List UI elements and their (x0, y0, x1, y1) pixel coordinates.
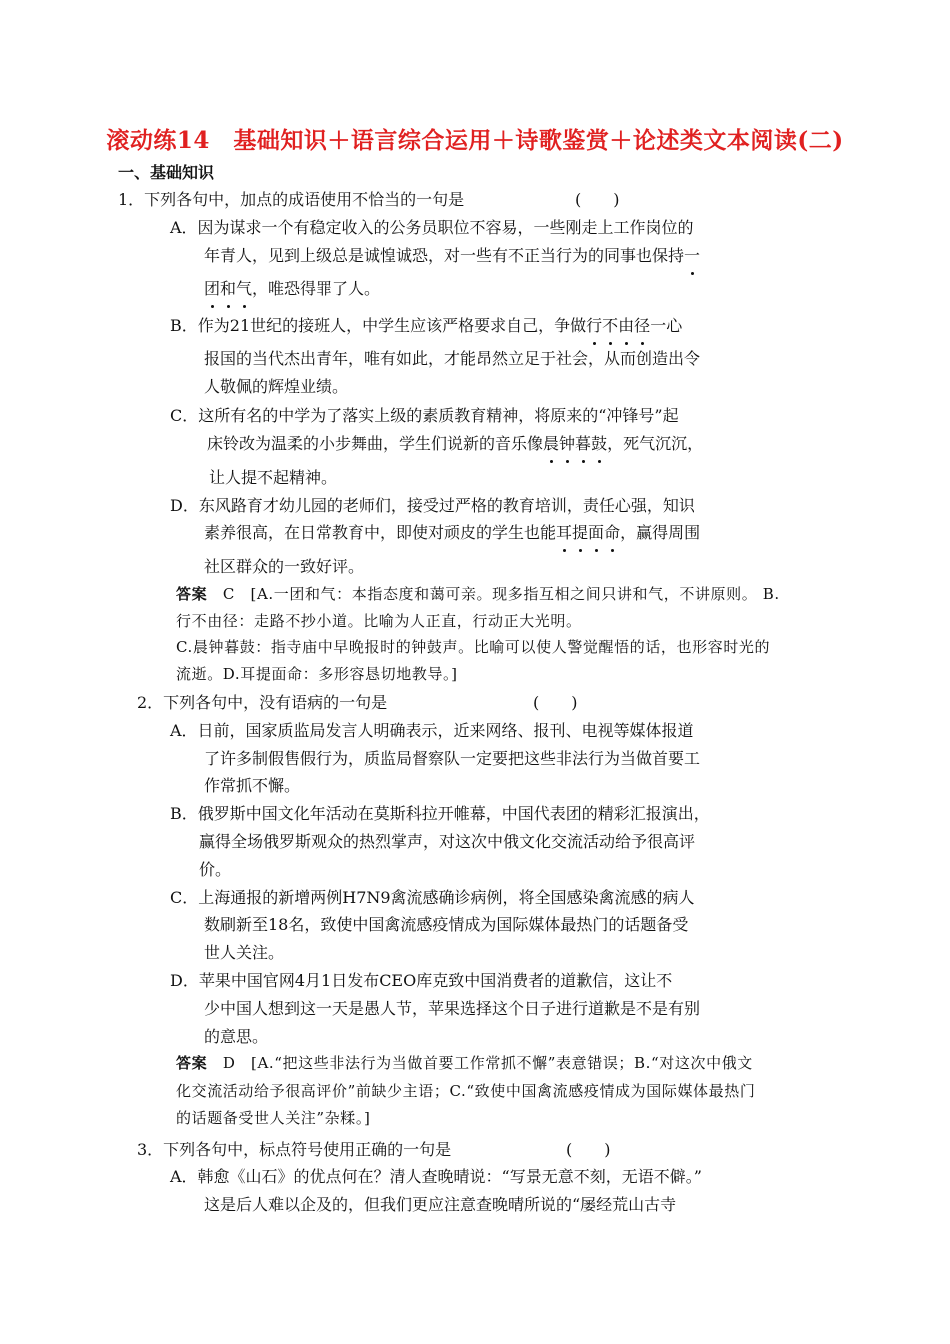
q1-option-b-line3: 人敬佩的辉煌业绩。 (204, 377, 349, 396)
q2-option-c-line2: 数刷新至18名，致使中国禽流感疫情成为国际媒体最热门的话题备受 (204, 915, 689, 934)
q2-answer-line2: 化交流活动给予很高评价”前缺少主语；C.“致使中国禽流感疫情成为国际媒体最热门 (176, 1082, 756, 1100)
q1-dotted-idiom-d: 耳提面命 (556, 523, 620, 542)
q1-answer-line1 (176, 583, 780, 604)
q1-option-c-line1: C．这所有名的中学为了落实上级的素质教育精神，将原来的“冲锋号”起 (170, 406, 679, 425)
q1-dotted-idiom-c: 晨钟暮鼓 (543, 434, 607, 453)
q1-option-b-tail: 一心 (650, 316, 683, 335)
q1-option-c-line3: 让人提不起精神。 (209, 468, 338, 487)
q1-option-a-line1: A．因为谋求一个有稳定收入的公务员职位不容易，一些刚走上工作岗位的 (170, 218, 694, 237)
q1-option-d-line3: 社区群众的一致好评。 (204, 557, 365, 576)
q1-option-d-line1: D．东风路育才幼儿园的老师们，接受过严格的教育培训，责任心强，知识 (170, 496, 695, 515)
q1-option-c-line2 (207, 431, 703, 454)
section-heading: 一、基础知识 (118, 163, 215, 182)
q3-stem: 3．下列各句中，标点符号使用正确的一句是 (137, 1140, 452, 1159)
q1-dotted-idiom-part1: 一 (684, 243, 700, 266)
q2-answer-line1 (176, 1052, 753, 1073)
q3-option-a-line2: 这是后人难以企及的，但我们更应注意查晚晴所说的“屡经荒山古寺 (204, 1195, 677, 1214)
q3-option-a-line1: A．韩愈《山石》的优点何在？清人查晚晴说：“写景无意不刻，无语不僻。” (170, 1167, 702, 1186)
page-title: 滚动练14 基础知识＋语言综合运用＋诗歌鉴赏＋论述类文本阅读(二) (106, 127, 844, 154)
q1-answer-text: C [A.一团和气：本指态度和蔼可亲。现多指互相之间只讲和气，不讲原则。 B. (222, 585, 780, 603)
q1-option-a-line2 (204, 243, 700, 266)
q1-option-d-text: 素养很高，在日常教育中，即使对顽皮的学生也能 (204, 523, 557, 542)
q2-option-c-line1: C．上海通报的新增两例H7N9禽流感确诊病例，将全国感染禽流感的病人 (170, 888, 695, 907)
q2-option-c-line3: 世人关注。 (204, 943, 285, 962)
q2-answer-text: D [A.“把这些非法行为当做首要工作常抓不懈”表意错误；B.“对这次中俄文 (222, 1054, 753, 1072)
q2-option-b-line2: 赢得全场俄罗斯观众的热烈掌声，对这次中俄文化交流活动给予很高评 (199, 832, 696, 851)
q2-option-a-line3: 作常抓不懈。 (204, 776, 301, 795)
q1-option-d-line2 (204, 520, 700, 543)
q1-option-c-tail: ，死气沉沉， (607, 434, 704, 453)
q2-option-b-line1: B．俄罗斯中国文化年活动在莫斯科拉开帷幕，中国代表团的精彩汇报演出， (170, 804, 710, 823)
q1-answer-line2: 行不由径：走路不抄小道。比喻为人正直，行动正大光明。 (176, 612, 582, 630)
q1-dotted-idiom-b: 行不由径 (586, 316, 650, 335)
q1-answer-label: 答案 (176, 585, 208, 603)
q2-option-d-line1: D．苹果中国官网4月1日发布CEO库克致中国消费者的道歉信，这让不 (170, 971, 673, 990)
q3-answer-paren: ( ) (566, 1140, 611, 1159)
q2-option-d-line2: 少中国人想到这一天是愚人节，苹果选择这个日子进行道歉是不是有别 (204, 999, 701, 1018)
q1-option-c-text: 床铃改为温柔的小步舞曲，学生们说新的音乐像 (207, 434, 544, 453)
q1-answer-line3: C.晨钟暮鼓：指寺庙中早晚报时的钟鼓声。比喻可以使人警觉醒悟的话，也形容时光的 (176, 638, 771, 656)
q1-answer-line4: 流逝。D.耳提面命：多形容恳切地教导。] (176, 665, 458, 683)
q1-option-a-tail: ，唯恐得罪了人。 (252, 279, 381, 298)
q1-stem-text: 1．下列各句中，加点的成语使用不恰当的一句是 (118, 190, 465, 209)
q2-answer-paren: ( ) (533, 693, 578, 712)
q1-option-a-text: 年青人，见到上级总是诚惶诚恐，对一些有不正当行为的同事也保持 (204, 246, 685, 265)
q2-option-a-line2: 了许多制假售假行为，质监局督察队一定要把这些非法行为当做首要工 (204, 749, 701, 768)
q1-stem (118, 187, 464, 210)
q1-option-b-line2: 报国的当代杰出青年，唯有如此，才能昂然立足于社会，从而创造出令 (204, 349, 701, 368)
q2-answer-label: 答案 (176, 1054, 208, 1072)
q1-option-b-line1 (170, 313, 682, 336)
q1-answer-paren: ( ) (575, 190, 620, 209)
q2-answer-line3: 的话题备受世人关注”杂糅。] (176, 1109, 371, 1127)
q1-option-b-text: B．作为21世纪的接班人，中学生应该严格要求自己，争做 (170, 316, 587, 335)
q2-stem: 2．下列各句中，没有语病的一句是 (137, 693, 388, 712)
q1-dotted-idiom-part2: 团和气 (204, 279, 252, 298)
q1-option-a-line3 (204, 276, 380, 299)
q1-option-d-tail: ，赢得周围 (620, 523, 701, 542)
q2-option-d-line3: 的意思。 (204, 1027, 269, 1046)
q2-option-a-line1: A．日前，国家质监局发言人明确表示，近来网络、报刊、电视等媒体报道 (170, 721, 694, 740)
q2-option-b-line3: 价。 (199, 860, 232, 879)
